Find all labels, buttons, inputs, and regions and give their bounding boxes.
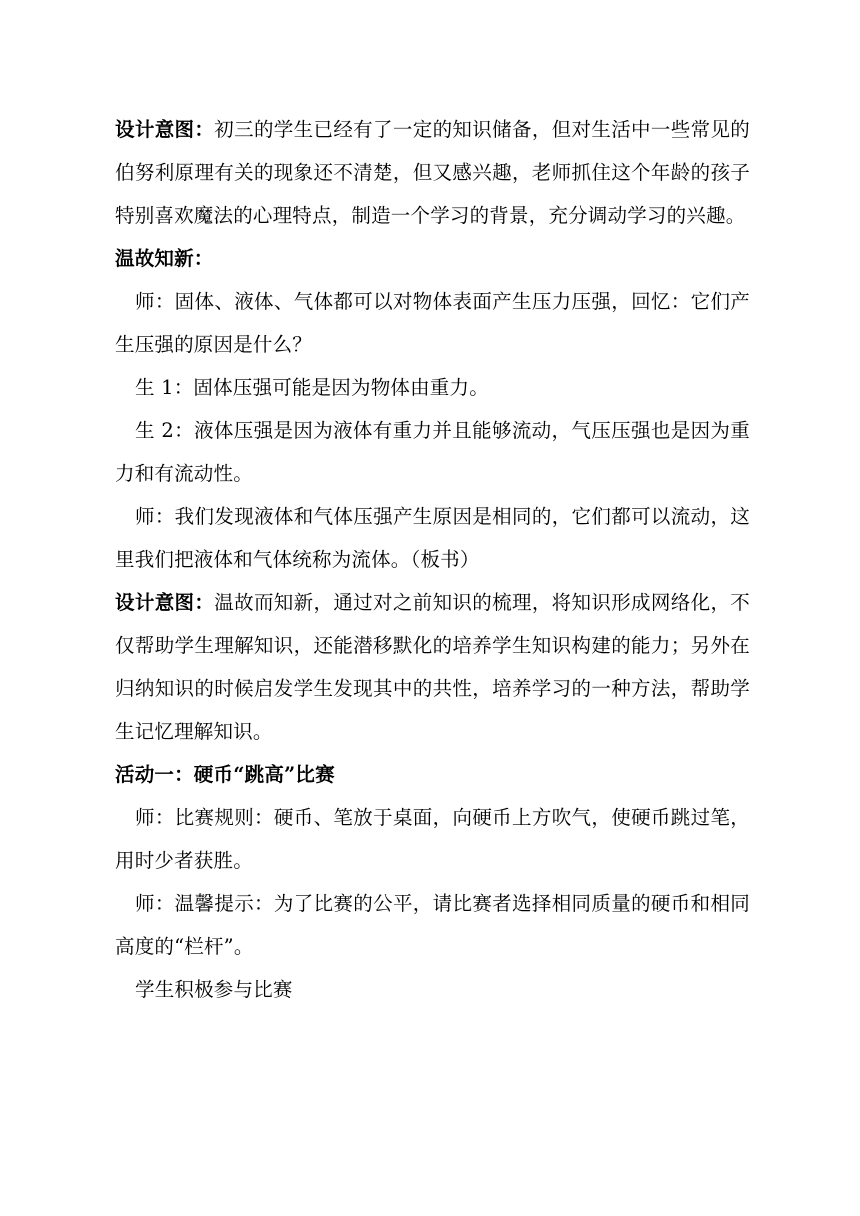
section-heading-review: 温故知新：: [115, 247, 214, 270]
section-heading-activity-one: 活动一：硬币“跳高”比赛: [115, 763, 335, 786]
dialog-paragraph: 师：比赛规则：硬币、笔放于桌面，向硬币上方吹气，使硬币跳过笔，用时少者获胜。: [115, 806, 750, 872]
dialog-paragraph: 生 1：固体压强可能是因为物体由重力。: [135, 376, 489, 399]
dialog-paragraph: 师：固体、液体、气体都可以对物体表面产生压力压强，回忆：它们产生压强的原因是什么？: [115, 290, 750, 356]
dialog-paragraph: 学生积极参与比赛: [135, 978, 293, 1001]
design-intent-paragraph-1: [115, 108, 750, 237]
design-intent-label: 设计意图：: [115, 118, 215, 141]
document-body: [115, 108, 750, 1011]
dialog-paragraph: 师：温馨提示：为了比赛的公平，请比赛者选择相同质量的硬币和相同高度的“栏杆”。: [115, 892, 750, 958]
design-intent-paragraph-2: [115, 581, 750, 753]
design-intent-text: 初三的学生已经有了一定的知识储备，但对生活中一些常见的伯努利原理有关的现象还不清楚，但又感兴趣，老师抓住这个年龄的孩子特别喜欢魔法的心理特点，制造一个学习的背景，充分调动学习的兴趣。: [115, 118, 750, 227]
dialog-paragraph: 师：我们发现液体和气体压强产生原因是相同的，它们都可以流动，这里我们把液体和气体统称为流体。（板书）: [115, 505, 750, 571]
design-intent-text: 温故而知新，通过对之前知识的梳理，将知识形成网络化，不仅帮助学生理解知识，还能潜移默化的培养学生知识构建的能力；另外在归纳知识的时候启发学生发现其中的共性，培养学习的一种方法，帮助学生记忆理解知识。: [115, 591, 750, 743]
dialog-paragraph: 生 2：液体压强是因为液体有重力并且能够流动，气压压强也是因为重力和有流动性。: [115, 419, 750, 485]
design-intent-label: 设计意图：: [115, 591, 215, 614]
